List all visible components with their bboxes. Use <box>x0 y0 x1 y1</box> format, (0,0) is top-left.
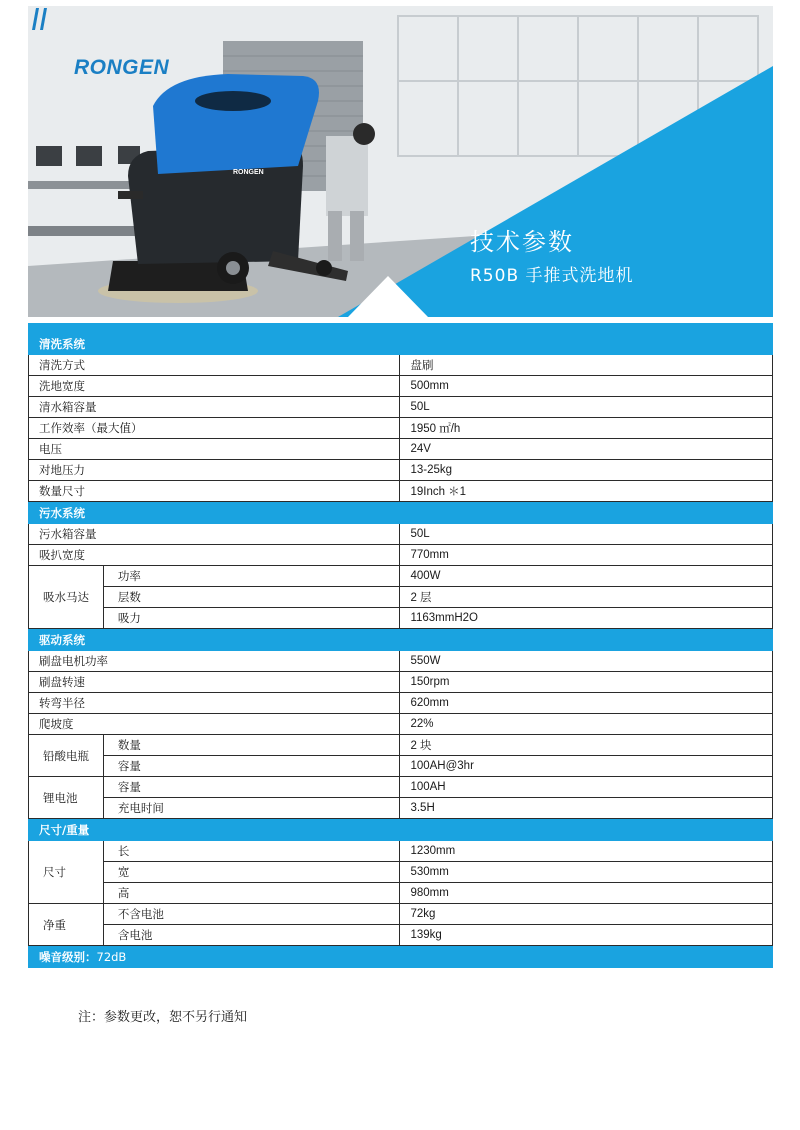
section-header-cleaning: 清洗系统 <box>29 333 773 355</box>
group-label-weight: 净重 <box>29 904 104 946</box>
table-row: 爬坡度 22% <box>29 714 773 735</box>
table-row: 含电池 139kg <box>29 925 773 946</box>
table-row: 数量尺寸 19Inch ＊1 <box>29 481 773 502</box>
hero-subtitle: R50B 手推式洗地机 <box>470 266 634 286</box>
noise-level-row <box>29 946 773 968</box>
table-row: 锂电池 容量 100AH <box>29 777 773 798</box>
table-row: 吸扒宽度 770mm <box>29 545 773 566</box>
table-row: 工作效率（最大值） 1950 ㎡/h <box>29 418 773 439</box>
group-label-dimensions: 尺寸 <box>29 841 104 904</box>
spec-table <box>28 323 773 968</box>
brand-logo-mark-icon <box>28 6 52 32</box>
table-row: 刷盘转速 150rpm <box>29 672 773 693</box>
machine-brand-label: RONGEN <box>233 169 264 176</box>
table-row: 刷盘电机功率 550W <box>29 651 773 672</box>
table-row: 清洗方式 盘刷 <box>29 355 773 376</box>
table-row: 污水箱容量 50L <box>29 524 773 545</box>
noise-value: 72dB <box>96 949 127 964</box>
table-row: 容量 100AH@3hr <box>29 756 773 777</box>
table-row: 充电时间 3.5H <box>29 798 773 819</box>
section-header-sewage: 污水系统 <box>29 502 773 524</box>
section-header-size: 尺寸/重量 <box>29 819 773 841</box>
table-row: 尺寸 长 1230mm <box>29 841 773 862</box>
table-row: 电压 24V <box>29 439 773 460</box>
table-row: 宽 530mm <box>29 862 773 883</box>
table-row: 层数 2 层 <box>29 587 773 608</box>
footnote: 注：参数更改，恕不另行通知 <box>78 1010 248 1025</box>
hero-illustration <box>28 6 773 317</box>
group-label-lithium-battery: 锂电池 <box>29 777 104 819</box>
table-row: 净重 不含电池 72kg <box>29 904 773 925</box>
top-band <box>29 324 773 333</box>
table-row: 铅酸电瓶 数量 2 块 <box>29 735 773 756</box>
brand-logo: RONGEN <box>74 56 170 79</box>
section-header-drive: 驱动系统 <box>29 629 773 651</box>
table-row: 高 980mm <box>29 883 773 904</box>
table-row: 转弯半径 620mm <box>29 693 773 714</box>
noise-label: 噪音级别： <box>39 949 97 964</box>
table-row: 清水箱容量 50L <box>29 397 773 418</box>
table-row: 吸水马达 功率 400W <box>29 566 773 587</box>
group-label-motor: 吸水马达 <box>29 566 104 629</box>
hero-banner <box>28 6 773 317</box>
group-label-lead-battery: 铅酸电瓶 <box>29 735 104 777</box>
table-row: 对地压力 13-25kg <box>29 460 773 481</box>
table-row: 洗地宽度 500mm <box>29 376 773 397</box>
hero-title: 技术参数 <box>470 228 574 256</box>
table-row: 吸力 1163mmH2O <box>29 608 773 629</box>
